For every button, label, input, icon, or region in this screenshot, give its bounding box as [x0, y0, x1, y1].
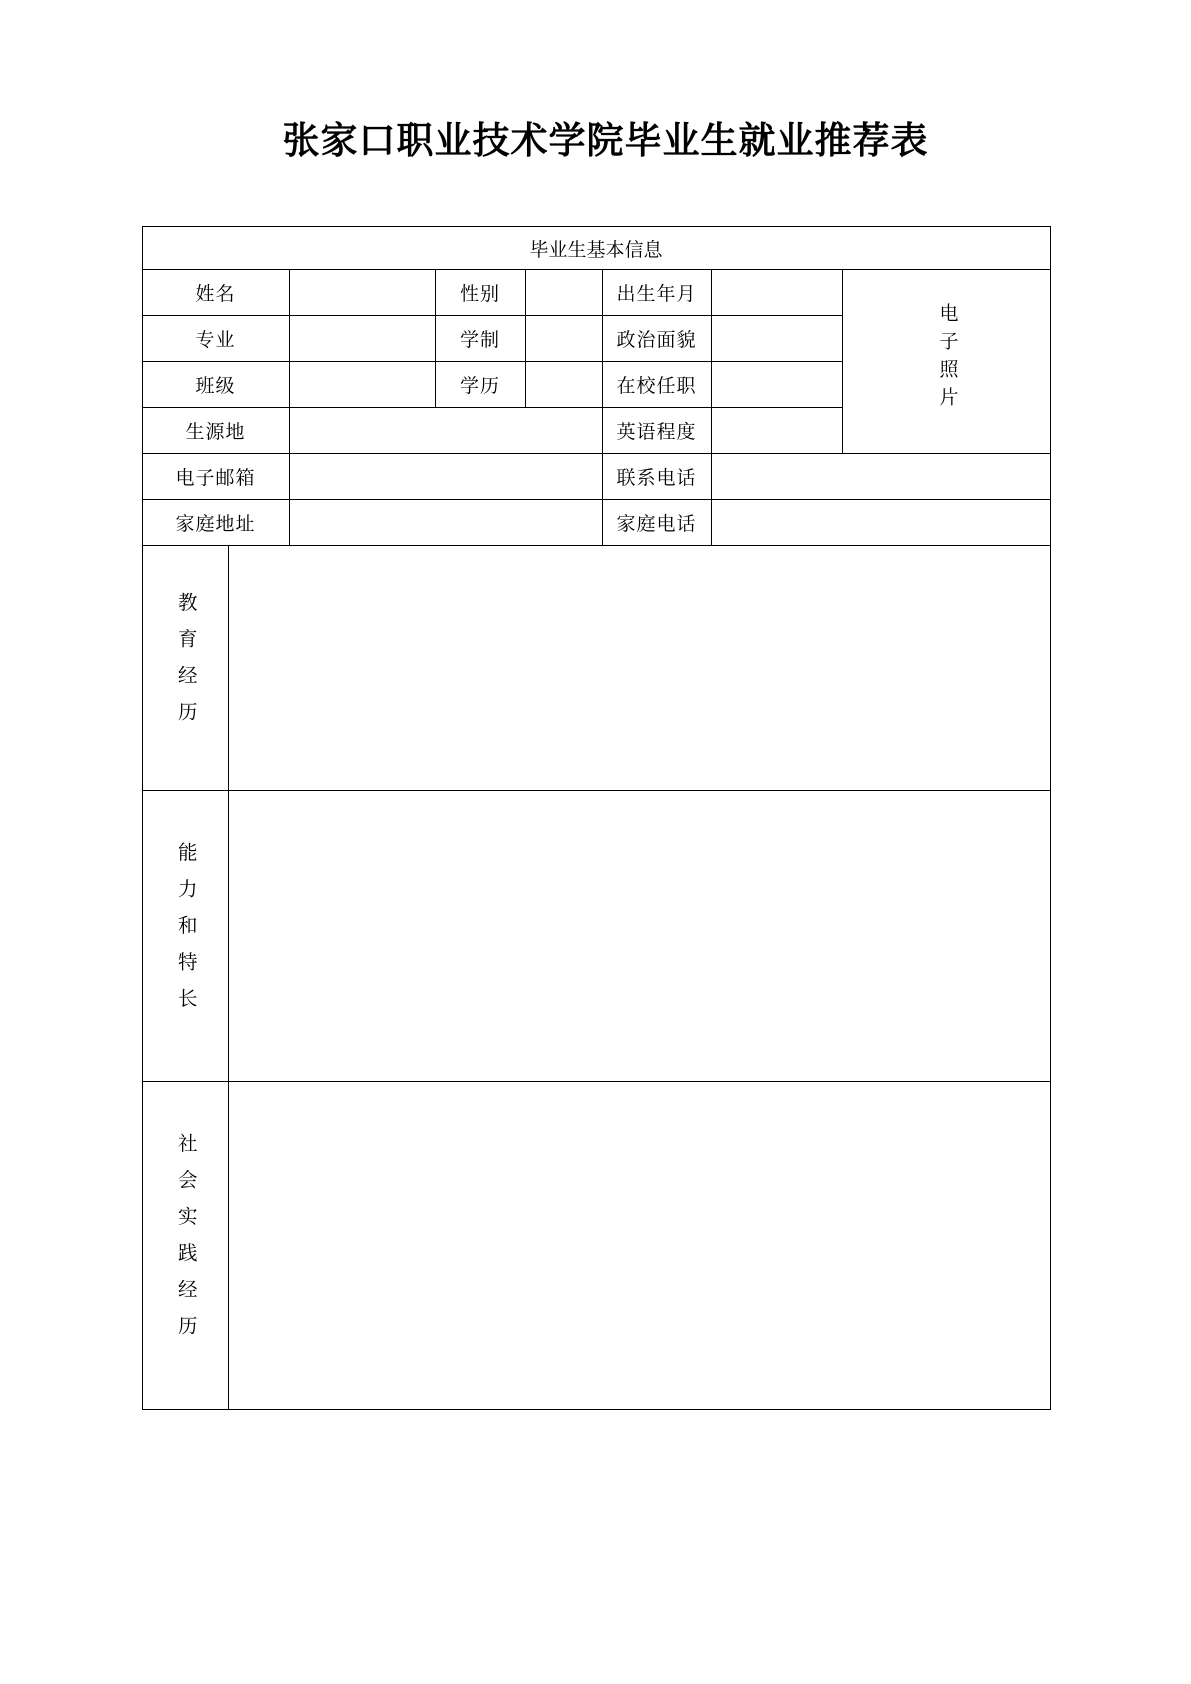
field-political-status[interactable] [711, 316, 842, 362]
field-home-phone[interactable] [711, 500, 1050, 546]
field-school-position[interactable] [711, 362, 842, 408]
ability-label-text: 能力和特长 [174, 841, 196, 1025]
field-origin[interactable] [289, 408, 602, 454]
table-row [142, 454, 1050, 500]
field-class[interactable] [289, 362, 435, 408]
field-school-system[interactable] [525, 316, 602, 362]
photo-placeholder[interactable] [842, 270, 1050, 454]
label-home-phone: 家庭电话 [602, 500, 711, 546]
label-major: 专业 [142, 316, 289, 362]
field-gender[interactable] [525, 270, 602, 316]
field-education[interactable] [525, 362, 602, 408]
label-name: 姓名 [142, 270, 289, 316]
label-home-address: 家庭地址 [142, 500, 289, 546]
social-practice-label-text: 社会实践经历 [174, 1133, 196, 1352]
table-row [142, 1082, 1050, 1410]
label-ability [142, 791, 228, 1082]
label-social-practice [142, 1082, 228, 1410]
label-english-level: 英语程度 [602, 408, 711, 454]
field-ability[interactable] [228, 791, 1050, 1082]
field-name[interactable] [289, 270, 435, 316]
table-row [142, 791, 1050, 1082]
label-edu-experience [142, 546, 228, 791]
field-english-level[interactable] [711, 408, 842, 454]
label-school-system: 学制 [435, 316, 525, 362]
label-birth: 出生年月 [602, 270, 711, 316]
page-title: 张家口职业技术学院毕业生就业推荐表 [282, 119, 929, 162]
field-email[interactable] [289, 454, 602, 500]
label-class: 班级 [142, 362, 289, 408]
label-school-position: 在校任职 [602, 362, 711, 408]
label-gender: 性别 [435, 270, 525, 316]
label-email: 电子邮箱 [142, 454, 289, 500]
field-social-practice[interactable] [228, 1082, 1050, 1410]
section-header-basic-info: 毕业生基本信息 [142, 227, 1050, 270]
field-phone[interactable] [711, 454, 1050, 500]
field-edu-experience[interactable] [228, 546, 1050, 791]
photo-label: 电子照片 [936, 302, 958, 415]
form-table [142, 226, 1051, 1410]
field-home-address[interactable] [289, 500, 602, 546]
table-row [142, 227, 1050, 270]
edu-experience-label-text: 教育经历 [174, 592, 196, 738]
label-political-status: 政治面貌 [602, 316, 711, 362]
table-row [142, 500, 1050, 546]
table-row [142, 546, 1050, 791]
label-education: 学历 [435, 362, 525, 408]
label-origin: 生源地 [142, 408, 289, 454]
label-phone: 联系电话 [602, 454, 711, 500]
table-row [142, 270, 1050, 316]
recommendation-form [142, 226, 1050, 1410]
field-major[interactable] [289, 316, 435, 362]
field-birth[interactable] [711, 270, 842, 316]
